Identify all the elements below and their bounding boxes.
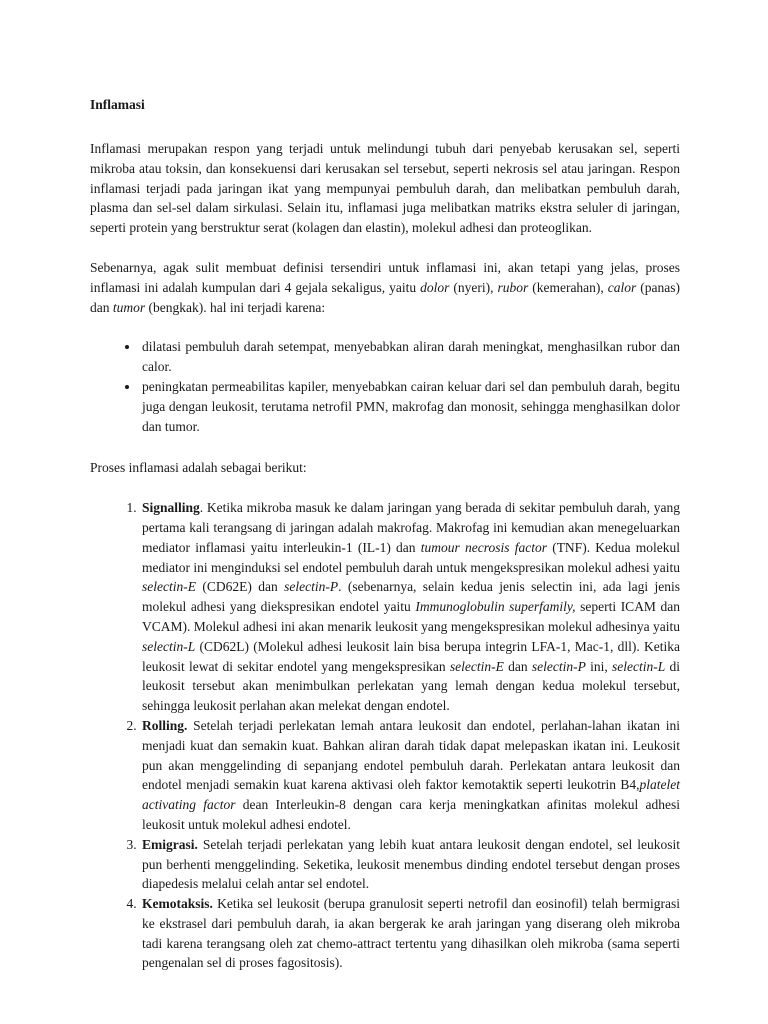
document-title: Inflamasi xyxy=(90,97,145,112)
process-step-rolling: 2. Rolling. Setelah terjadi perlekatan lemah antara leukosit dan endotel, perlahan-lahan ikatan ini menjadi kuat dan semakin kuat. Bahkan aliran darah tidak dapat melepaskan ikatan ini. Leukosit pun akan menggelinding di sepanjang endotel pembuluh darah. Perlekatan antara leukosit dan endotel menjadi semakin kuat karena aktivasi oleh faktor kemotaktik seperti leukotrin B4,platelet activating factor dean Interleukin-8 dengan cara kerja meningkatkan afinitas molekul adhesi leukosit untuk molekul adhesi endotel. xyxy=(140,716,680,835)
symptom-bullet-list xyxy=(90,337,680,436)
inflammation-process-list xyxy=(90,498,680,973)
process-intro: Proses inflamasi adalah sebagai berikut: xyxy=(90,460,307,476)
process-step-emigrasi: 3. Emigrasi. Setelah terjadi perlekatan yang lebih kuat antara leukosit dengan endotel, sel leukosit pun berhenti menggelinding. Seketika, leukosit menembus dinding endotel tersebut dengan proses diapedesis melalui celah antar sel endotel. xyxy=(140,835,680,894)
paragraph-definition: Inflamasi merupakan respon yang terjadi untuk melindungi tubuh dari penyebab kerusakan sel, seperti mikroba atau toksin, dan konsekuensi dari kerusakan sel tersebut, seperti nekrosis sel atau jaringan. Respon inflamasi terjadi pada jaringan ikat yang mempunyai pembuluh darah, dan melibatkan pembuluh darah, plasma dan sel-sel dalam sirkulasi. Selain itu, inflamasi juga melibatkan matriks ekstra seluler di jaringan, seperti protein yang berstruktur serat (kolagen dan elastin), molekul adhesi dan proteoglikan. xyxy=(90,141,680,236)
bullet-item-dilatasi: • dilatasi pembuluh darah setempat, menyebabkan aliran darah meningkat, menghasilkan rubor dan calor. xyxy=(140,337,680,377)
bullet-item-permeabilitas: • peningkatan permeabilitas kapiler, menyebabkan cairan keluar dari sel dan pembuluh darah, begitu juga dengan leukosit, terutama netrofil PMN, makrofag dan monosit, sehingga menghasilkan dolor dan tumor. xyxy=(140,377,680,436)
process-step-kemotaksis: 4. Kemotaksis. Ketika sel leukosit (berupa granulosit seperti netrofil dan eosinofil) telah bermigrasi ke ekstrasel dari pembuluh darah, ia akan bergerak ke arah jaringan yang diserang oleh mikroba tadi karena terangsang oleh zat chemo-attract tertentu yang dihasilkan oleh mikroba (sama seperti pengenalan sel di proses fagositosis). xyxy=(140,894,680,973)
paragraph-symptoms: Sebenarnya, agak sulit membuat definisi tersendiri untuk inflamasi ini, akan tetapi yang jelas, proses inflamasi ini adalah kumpulan dari 4 gejala sekaligus, yaitu dolor (nyeri), rubor (kemerahan), calor (panas) dan tumor (bengkak). hal ini terjadi karena: xyxy=(90,259,680,315)
process-step-signalling: 1. Signalling. Ketika mikroba masuk ke dalam jaringan yang berada di sekitar pembuluh darah, yang pertama kali terangsang di jaringan adalah makrofag. Makrofag ini kemudian akan menegeluarkan mediator inflamasi yaitu interleukin-1 (IL-1) dan tumour necrosis factor (TNF). Kedua molekul mediator ini menginduksi sel endotel pembuluh darah untuk mengekspresikan molekul adhesi yaitu selectin-E (CD62E) dan selectin-P. (sebenarnya, selain kedua jenis selectin ini, ada lagi jenis molekul adhesi yang diekspresikan endotel yaitu Immunoglobulin superfamily, seperti ICAM dan VCAM). Molekul adhesi ini akan menarik leukosit yang mengekspresikan molekul adhesinya yaitu selectin-L (CD62L) (Molekul adhesi leukosit lain bisa berupa integrin LFA-1, Mac-1, dll). Ketika leukosit lewat di sekitar endotel yang mengekspresikan selectin-E dan selectin-P ini, selectin-L di leukosit tersebut akan menimbulkan perlekatan yang lemah dengan kedua molekul tersebut, sehingga leukosit perlahan akan melekat dengan endotel. xyxy=(140,498,680,716)
